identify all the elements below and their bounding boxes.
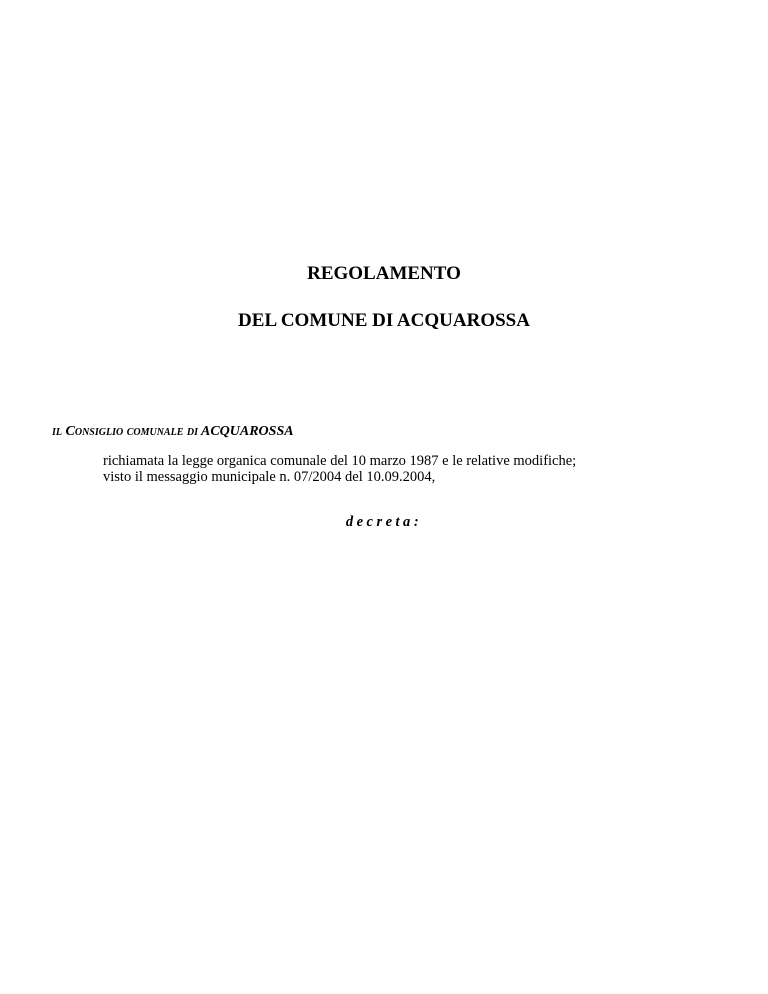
council-onsiglio: ONSIGLIO: [74, 427, 124, 438]
council-c: C: [65, 424, 75, 439]
premise-legge-organica: richiamata la legge organica comunale del 10 marzo 1987 e le relative modifiche;: [103, 453, 577, 469]
premises: [103, 453, 576, 485]
decree-word: decreta: [345, 514, 414, 530]
council-di: DI: [186, 427, 198, 438]
council-il: IL: [52, 427, 62, 438]
council-heading: [52, 423, 294, 442]
premise-messaggio-municipale: visto il messaggio municipale n. 07/2004 del 10.09.2004,: [103, 469, 436, 485]
council-comunale: COMUNALE: [126, 427, 184, 438]
decree-heading: [0, 513, 768, 531]
title-regolamento: REGOLAMENTO: [307, 263, 461, 284]
decree-colon: :: [413, 514, 423, 530]
title-comune: DEL COMUNE DI ACQUAROSSA: [238, 310, 530, 331]
council-acquarossa: ACQUAROSSA: [200, 424, 294, 439]
document-title: [0, 263, 768, 332]
